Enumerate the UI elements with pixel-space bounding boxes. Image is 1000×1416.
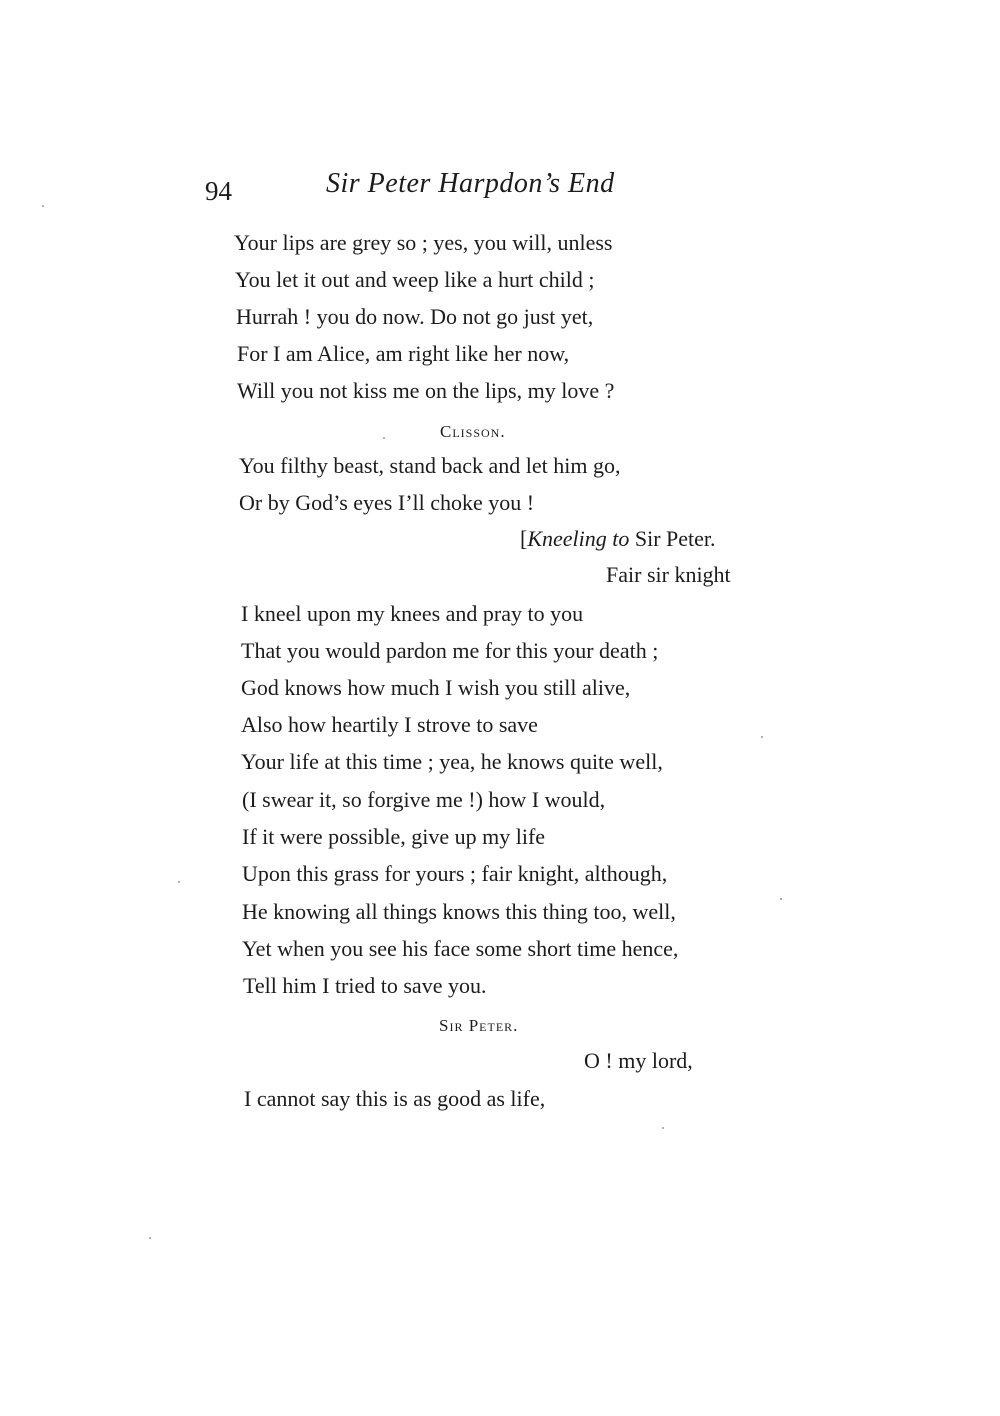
verse-line: God knows how much I wish you still alive, bbox=[241, 675, 631, 700]
verse-line: He knowing all things knows this thing too, well, bbox=[242, 899, 676, 924]
scan-speck bbox=[383, 437, 385, 439]
half-line: O ! my lord, bbox=[584, 1048, 693, 1073]
verse-line: For I am Alice, am right like her now, bbox=[237, 341, 570, 366]
stage-direction bbox=[520, 526, 716, 552]
verse-line: Tell him I tried to save you. bbox=[243, 973, 487, 998]
scan-speck bbox=[42, 205, 44, 207]
page-number: 94 bbox=[205, 176, 232, 206]
stage-direction-bracket: [ bbox=[520, 526, 528, 551]
half-line: Fair sir knight bbox=[606, 562, 731, 587]
speaker-name: Clisson. bbox=[440, 422, 506, 441]
stage-direction-roman: Sir Peter. bbox=[629, 526, 716, 551]
verse-line: You filthy beast, stand back and let him go, bbox=[239, 453, 621, 478]
scan-speck bbox=[178, 881, 180, 883]
running-title: Sir Peter Harpdon’s End bbox=[326, 168, 615, 199]
speaker-name: Sir Peter. bbox=[439, 1016, 519, 1035]
verse-line: I kneel upon my knees and pray to you bbox=[241, 601, 584, 626]
verse-line: Yet when you see his face some short time hence, bbox=[242, 936, 679, 961]
verse-line: Your lips are grey so ; yes, you will, unless bbox=[234, 230, 613, 255]
verse-line: Your life at this time ; yea, he knows quite well, bbox=[241, 749, 663, 774]
verse-line: Or by God’s eyes I’ll choke you ! bbox=[239, 490, 535, 515]
verse-line: If it were possible, give up my life bbox=[242, 824, 546, 849]
scan-speck bbox=[780, 898, 782, 900]
verse-line: That you would pardon me for this your death ; bbox=[241, 638, 659, 663]
scan-speck bbox=[149, 1237, 151, 1239]
stage-direction-italic: Kneeling to bbox=[527, 526, 630, 551]
verse-line: Upon this grass for yours ; fair knight, although, bbox=[242, 861, 668, 886]
verse-line: Also how heartily I strove to save bbox=[241, 712, 538, 737]
scan-speck bbox=[662, 1127, 664, 1129]
verse-line: I cannot say this is as good as life, bbox=[244, 1086, 546, 1111]
verse-line: Hurrah ! you do now. Do not go just yet, bbox=[236, 304, 594, 329]
verse-line: You let it out and weep like a hurt child ; bbox=[235, 267, 595, 292]
verse-line: (I swear it, so forgive me !) how I would, bbox=[242, 787, 606, 812]
scan-speck bbox=[761, 736, 763, 738]
verse-line: Will you not kiss me on the lips, my love ? bbox=[237, 378, 615, 403]
